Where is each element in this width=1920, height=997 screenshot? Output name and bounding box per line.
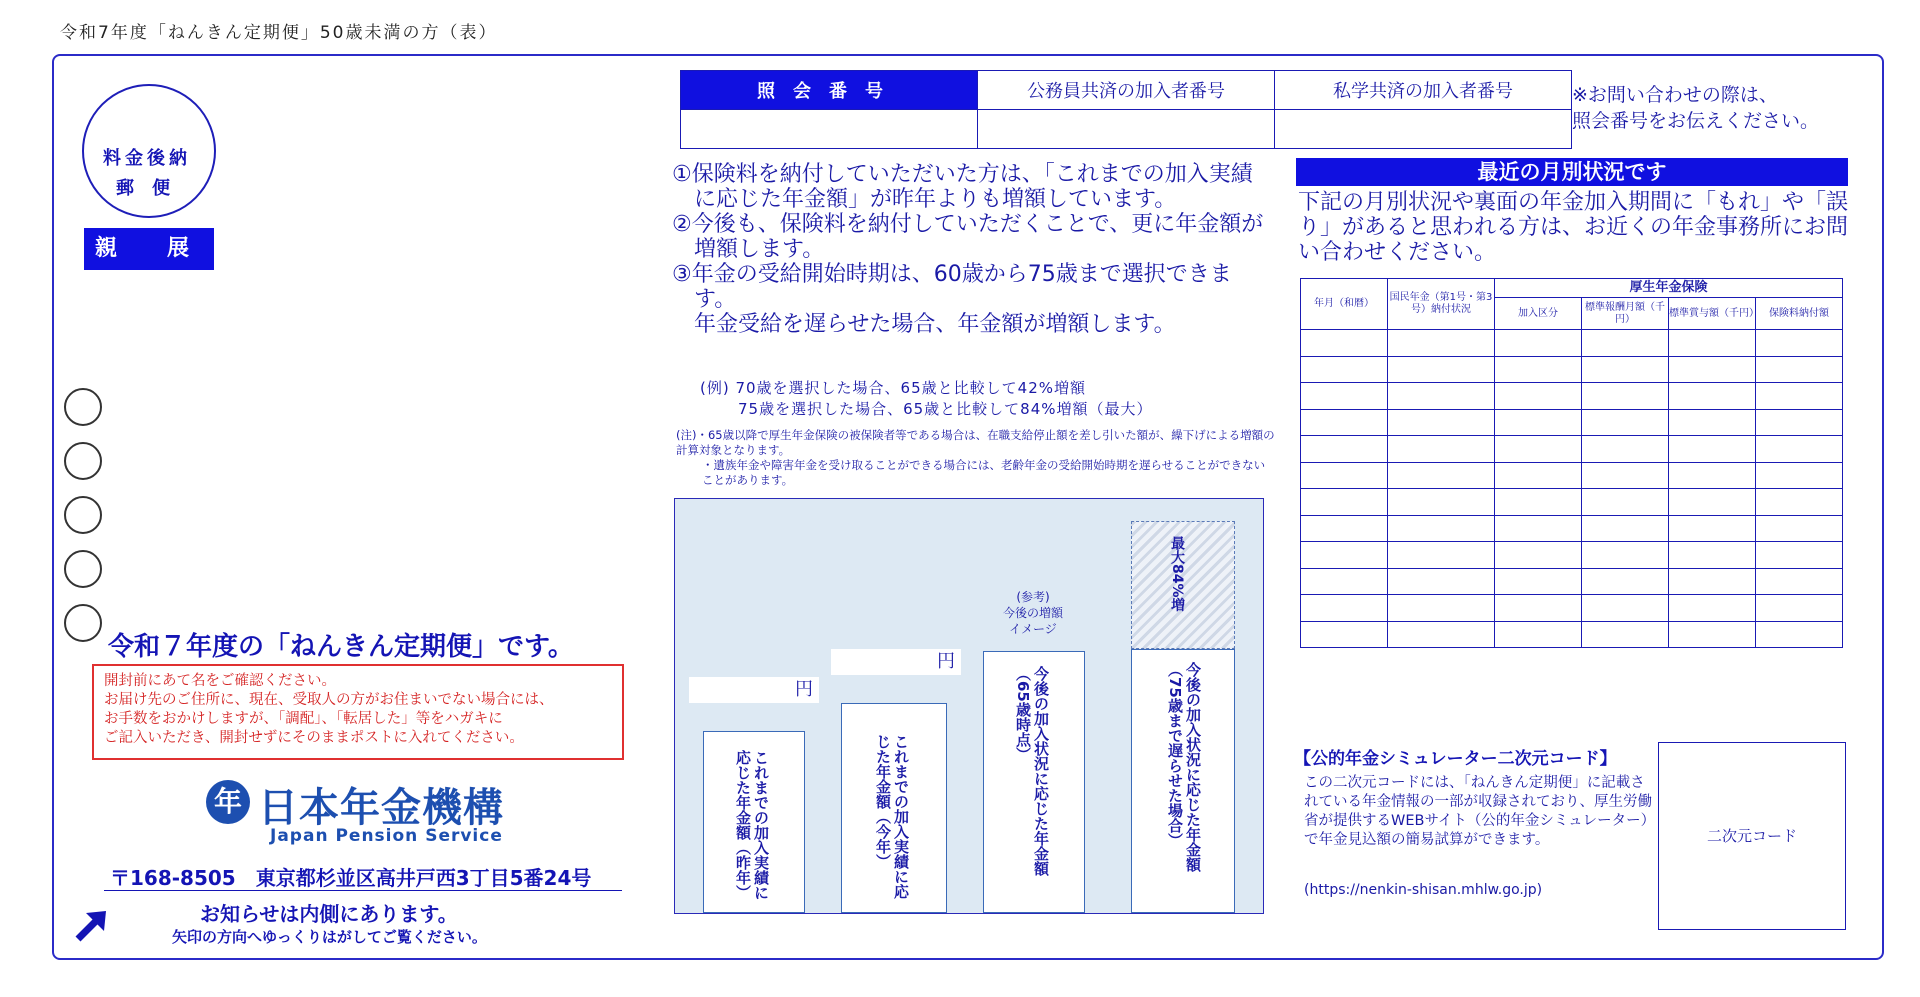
reference-number-header: 照会番号 <box>681 71 978 110</box>
punch-hole-3 <box>64 496 102 534</box>
reference-number-cell <box>681 110 978 149</box>
max-increase-label: 最大84%増 <box>1169 536 1185 612</box>
point-2: ②今後も、保険料を納付していただくことで、更に年金額が増額します。 <box>672 212 1264 262</box>
address-divider <box>104 890 622 891</box>
fine-print <box>676 428 1276 488</box>
table-row <box>1301 595 1843 622</box>
simulator-url[interactable]: (https://nenkin-shisan.mhlw.go.jp) <box>1304 882 1543 898</box>
yen-field-last-year: 円 <box>689 677 819 703</box>
table-row <box>1301 621 1843 648</box>
table-row <box>1301 462 1843 489</box>
table-row <box>1301 568 1843 595</box>
monthly-status-title: 最近の月別状況です <box>1296 158 1848 186</box>
kobunin-header: 公務員共済の加入者番号 <box>978 71 1275 110</box>
bar-this-year-label: これまでの加入実績に応じた年金額（今年） <box>874 734 910 899</box>
reference-label-2: 今後の増額 <box>1002 606 1063 620</box>
reference-label <box>983 589 1083 637</box>
return-address: 〒168-8505 東京都杉並区高井戸西3丁目5番24号 <box>110 866 592 890</box>
point-3b: 年金受給を遅らせた場合、年金額が増額します。 <box>694 312 1176 337</box>
postage-line2: 郵便 <box>116 178 188 199</box>
shigaku-header: 私学共済の加入者番号 <box>1275 71 1572 110</box>
bar-last-year <box>703 731 805 913</box>
col-kosei: 厚生年金保険 <box>1495 279 1843 298</box>
reference-number-table <box>680 70 1572 149</box>
reference-label-3: イメージ <box>1009 622 1057 636</box>
table-row <box>1301 330 1843 357</box>
notice-line: お手数をおかけしますが、「調配」、「転居した」等をハガキに <box>104 711 503 727</box>
bar-this-year <box>841 703 947 913</box>
kobunin-number-cell <box>978 110 1275 149</box>
reference-note-line1: ※お問い合わせの際は、 <box>1572 84 1778 106</box>
personal-label: 親 展 <box>84 228 214 270</box>
notice-line: 開封前にあて名をご確認ください。 <box>104 673 336 689</box>
bar-age-65-label: 今後の加入状況に応じた年金額（65歳時点） <box>1014 666 1050 876</box>
postage-line1: 料金後納 <box>103 148 191 169</box>
simulator-body: この二次元コードには、「ねんきん定期便」に記載されている年金情報の一部が収録されており、厚生労働省が提供するWEBサイト（公的年金シミュレーター）で年金見込額の簡易試算ができます。 <box>1304 775 1652 848</box>
table-row <box>1301 542 1843 569</box>
punch-hole-2 <box>64 442 102 480</box>
example-line1: (例) 70歳を選択した場合、65歳と比較して42%増額 <box>700 379 1086 397</box>
bar-last-year-label: これまでの加入実績に応じた年金額（昨年） <box>734 750 770 900</box>
reference-note-line2: 照会番号をお伝えください。 <box>1572 110 1820 132</box>
col-month: 年月（和暦） <box>1301 279 1388 330</box>
bar-age-75-label: 今後の加入状況に応じた年金額（75歳まで遅らせた場合） <box>1166 662 1202 872</box>
col-hokenryo: 保険料納付額 <box>1756 298 1843 330</box>
jps-logo-icon: 年 <box>206 780 250 824</box>
example-line2: 75歳を選択した場合、65歳と比較して84%増額（最大） <box>738 400 1153 418</box>
open-arrow-icon <box>72 905 112 945</box>
point-3: ③年金の受給開始時期は、60歳から75歳まで選択できます。 <box>672 262 1232 312</box>
col-hyojun: 標準報酬月額（千円） <box>1582 298 1669 330</box>
qr-code-placeholder[interactable]: 二次元コード <box>1658 742 1846 930</box>
shigaku-number-cell <box>1275 110 1572 149</box>
page-header: 令和7年度「ねんきん定期便」50歳未満の方（表） <box>60 23 498 43</box>
fine-print-1: (注)・65歳以降で厚生年金保険の被保険者等である場合は、在職支給停止額を差し引いた額が、繰下げによる増額の計算対象となります。 <box>676 428 1275 457</box>
max-increase-area <box>1131 521 1235 649</box>
main-title: 令和７年度の「ねんきん定期便」です。 <box>108 632 574 662</box>
point-1: ①保険料を納付していただいた方は、「これまでの加入実績に応じた年金額」が昨年よりも増額しています。 <box>672 162 1253 212</box>
punch-hole-4 <box>64 550 102 588</box>
bar-age-65 <box>983 651 1085 913</box>
notice-line: ご記入いただき、開封せずにそのままポストに入れてください。 <box>104 730 524 746</box>
col-kokumin: 国民年金（第1号・第3号）納付状況 <box>1388 279 1495 330</box>
table-row <box>1301 409 1843 436</box>
monthly-status-desc: 下記の月別状況や裏面の年金加入期間に「もれ」や「誤り」があると思われる方は、お近くの年金事務所にお問い合わせください。 <box>1298 190 1849 265</box>
logo-english: Japan Pension Service <box>270 826 503 846</box>
col-kubun: 加入区分 <box>1495 298 1582 330</box>
punch-hole-5 <box>64 604 102 642</box>
logo-name: 日本年金機構 <box>258 785 504 831</box>
table-row <box>1301 356 1843 383</box>
pension-graph <box>674 498 1264 914</box>
info-open-instructions: 矢印の方向へゆっくりはがしてご覧ください。 <box>172 928 487 946</box>
punch-hole-1 <box>64 388 102 426</box>
monthly-status-table <box>1300 278 1843 648</box>
table-row <box>1301 489 1843 516</box>
info-inside: お知らせは内側にあります。 <box>200 902 458 926</box>
table-row <box>1301 383 1843 410</box>
reference-note <box>1572 82 1819 134</box>
example-text <box>700 378 1153 420</box>
col-shoyo: 標準賞与額（千円） <box>1669 298 1756 330</box>
simulator-title: 【公的年金シミュレーター二次元コード】 <box>1294 749 1617 769</box>
fine-print-2: ・遺族年金や障害年金を受け取ることができる場合には、老齢年金の受給開始時期を遅らせることができないことがあります。 <box>702 458 1266 487</box>
table-row <box>1301 515 1843 542</box>
reference-label-1: (参考) <box>1016 590 1050 604</box>
yen-field-this-year: 円 <box>831 649 961 675</box>
notice-box <box>92 664 624 760</box>
bar-age-75 <box>1131 649 1235 913</box>
notice-line: お届け先のご住所に、現在、受取人の方がお住まいでない場合には、 <box>104 692 554 708</box>
points-list <box>672 162 1272 337</box>
table-row <box>1301 436 1843 463</box>
